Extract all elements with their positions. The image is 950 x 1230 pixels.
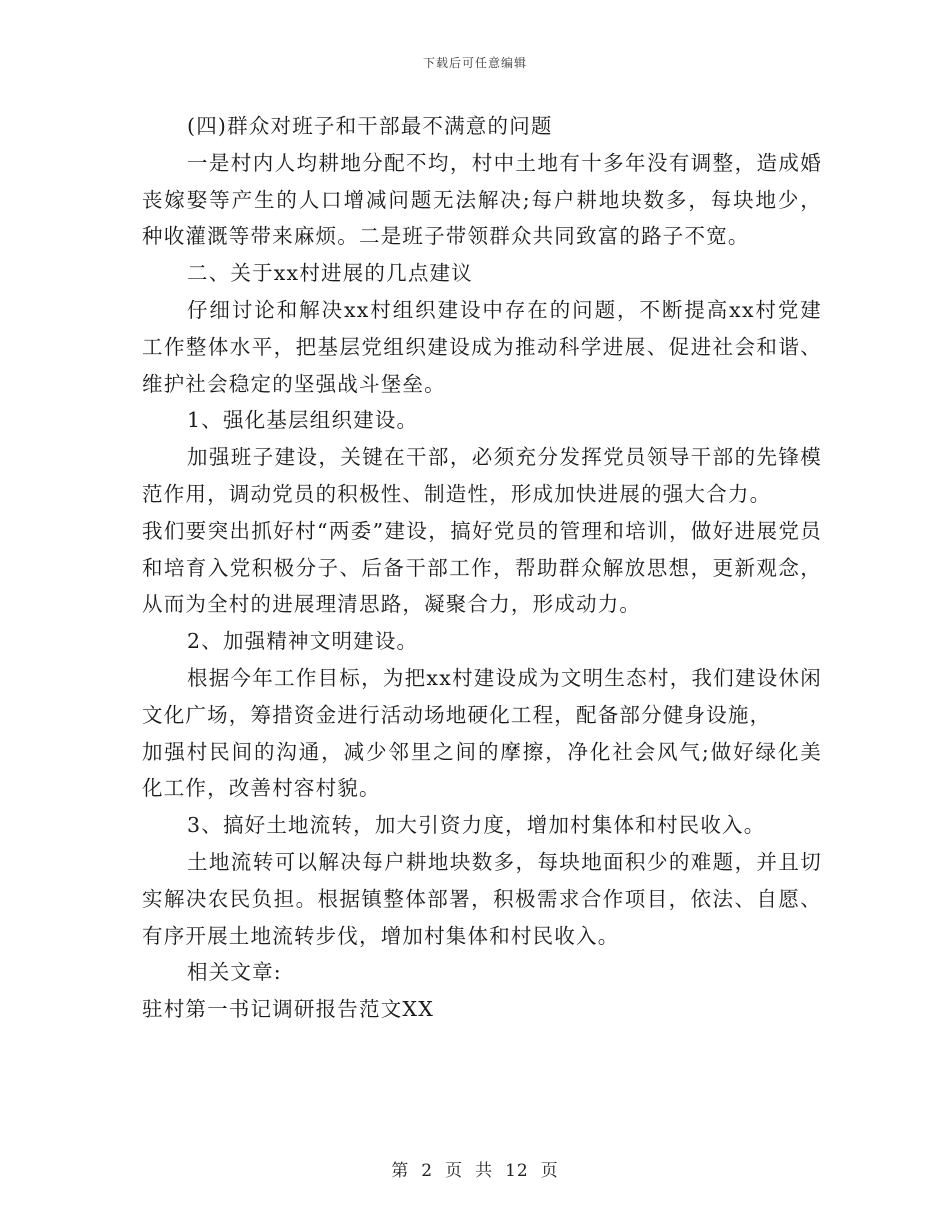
footer-total-word: 共 <box>475 1161 494 1181</box>
footer-page-word: 页 <box>445 1161 464 1181</box>
footer-suffix: 页 <box>540 1161 559 1181</box>
paragraph-item-1-heading: 1、强化基层组织建设。 <box>187 408 419 433</box>
footer-current-page: 2 <box>421 1161 434 1181</box>
footer-prefix: 第 <box>391 1161 410 1181</box>
paragraph-intro-suggestions: 仔细讨论和解决xx村组织建设中存在的问题，不断提高xx村党建工作整体水平，把基层党组织建设成为推动科学进展、促进社会和谐、维护社会稳定的坚强战斗堡垒。 <box>142 297 822 396</box>
paragraph-section-heading-4: (四)群众对班子和干部最不满意的问题 <box>187 114 553 138</box>
paragraph-item-3-body: 土地流转可以解决每户耕地块数多，每块地面积少的难题，并且切实解决农民负担。根据镇整体部署，积极需求合作项目，依法、自愿、有序开展土地流转步伐，增加村集体和村民收入。 <box>142 849 822 948</box>
paragraph-problem-description: 一是村内人均耕地分配不均，村中土地有十多年没有调整，造成婚丧嫁娶等产生的人口增减问题无法解决;每户耕地块数多，每块地少，种收灌溉等带来麻烦。二是班子带领群众共同致富的路子不宽。 <box>142 150 822 249</box>
paragraph-item-1-body-a: 加强班子建设，关键在干部，必须充分发挥党员领导干部的先锋模范作用，调动党员的积极性、制造性，形成加快进展的强大合力。 <box>142 445 822 506</box>
document-body <box>142 108 822 1028</box>
paragraph-item-2-body-a: 根据今年工作目标，为把xx村建设成为文明生态村，我们建设休闲文化广场，筹措资金进行活动场地硬化工程，配备部分健身设施， <box>142 665 822 727</box>
paragraph-item-1-body-b: 我们要突出抓好村“两委”建设，搞好党员的管理和培训，做好进展党员和培育入党积极分子、后备干部工作，帮助群众解放思想，更新观念，从而为全村的进展理清思路，凝聚合力，形成动力。 <box>142 518 822 617</box>
footer-total-pages: 12 <box>505 1161 529 1181</box>
paragraph-section-heading-2: 二、关于xx村进展的几点建议 <box>187 261 473 286</box>
paragraph-item-2-heading: 2、加强精神文明建设。 <box>187 629 419 654</box>
paragraph-item-3-heading: 3、搞好土地流转，加大引资力度，增加村集体和村民收入。 <box>187 813 766 838</box>
page-header-note: 下载后可任意编辑 <box>422 56 527 70</box>
page-number-footer <box>0 1156 950 1181</box>
related-article-link[interactable]: 驻村第一书记调研报告范文XX <box>142 997 434 1022</box>
related-articles-label: 相关文章: <box>187 960 282 985</box>
paragraph-item-2-body-b: 加强村民间的沟通，减少邻里之间的摩擦，净化社会风气;做好绿化美化工作，改善村容村貌。 <box>142 739 822 801</box>
